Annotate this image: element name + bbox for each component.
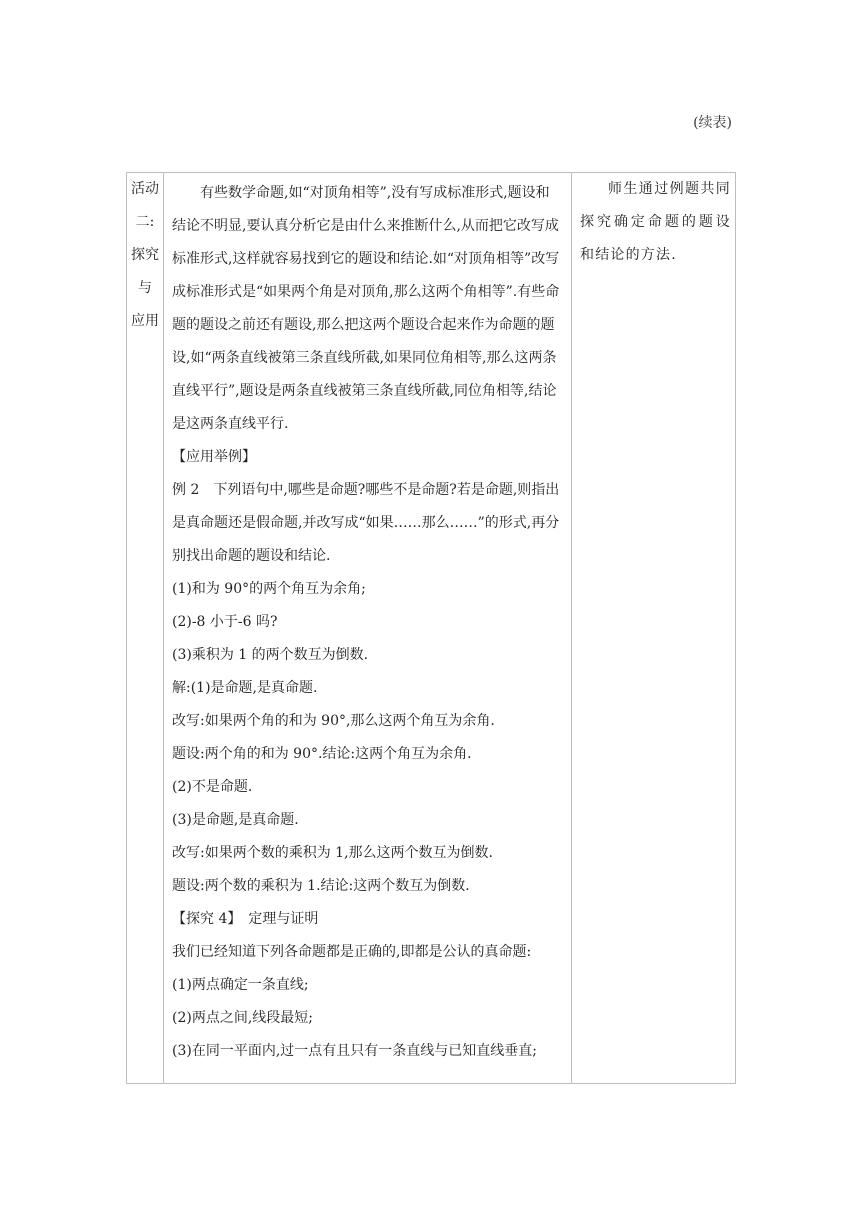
- solution-line: 改写:如果两个数的乘积为 1,那么这两个数互为倒数.: [172, 845, 493, 861]
- table-row: [127, 173, 736, 1084]
- solution-line: 题设:两个数的乘积为 1.结论:这两个数互为倒数.: [172, 878, 470, 894]
- explore-intro: 我们已经知道下列各命题都是正确的,即都是公认的真命题:: [172, 944, 532, 960]
- intro-paragraph: 有些数学命题,如“对顶角相等”,没有写成标准形式,题设和结论不明显,要认真分析它是由什么来推断什么,从而把它改写成标准形式,这样就容易找到它的题设和结论.如“对顶角相等”改写成标准形式是“如果两个角是对顶角,那么这两个角相等”.有些命题的题设之前还有题设,那么把这两个题设合起来作为命题的题设,如“两条直线被第三条直线所截,如果同位角相等,那么这两条直线平行”,题设是两条直线被第三条直线所截,同位角相等,结论是这两条直线平行.: [172, 185, 560, 432]
- stage-line: 与: [138, 280, 152, 296]
- content-cell: [164, 173, 572, 1084]
- solution-line: 改写:如果两个角的和为 90°,那么这两个角互为余角.: [172, 713, 495, 729]
- solution-line: 解:(1)是命题,是真命题.: [172, 680, 318, 696]
- axiom-item: (3)在同一平面内,过一点有且只有一条直线与已知直线垂直;: [172, 1043, 537, 1059]
- note-cell: [572, 173, 736, 1084]
- section-heading-explore-4: 【探究 4】 定理与证明: [172, 911, 319, 927]
- example-item: (1)和为 90°的两个角互为余角;: [172, 581, 366, 597]
- solution-line: 题设:两个角的和为 90°.结论:这两个角互为余角.: [172, 746, 472, 762]
- solution-line: (3)是命题,是真命题.: [172, 812, 299, 828]
- stage-line: 探究: [131, 247, 159, 263]
- stage-cell: [127, 173, 164, 1084]
- continued-label: (续表): [693, 115, 732, 131]
- stage-line: 活动: [131, 181, 159, 197]
- axiom-item: (2)两点之间,线段最短;: [172, 1010, 313, 1026]
- stage-label: [127, 173, 163, 338]
- example-item: (2)-8 小于-6 吗?: [172, 614, 278, 630]
- axiom-item: (1)两点确定一条直线;: [172, 977, 309, 993]
- solution-line: (2)不是命题.: [172, 779, 253, 795]
- section-heading-application: 【应用举例】: [172, 449, 256, 465]
- lesson-content: [164, 173, 571, 1068]
- lesson-table: [126, 172, 736, 1084]
- teacher-student-note: 师生通过例题共同探究确定命题的题设和结论的方法.: [580, 181, 731, 263]
- stage-line: 应用: [131, 313, 159, 329]
- stage-line: 二:: [135, 214, 155, 230]
- example-2-prompt: 例 2 下列语句中,哪些是命题?哪些不是命题?若是命题,则指出是真命题还是假命题,并改写成“如果……那么……”的形式,再分别找出命题的题设和结论.: [172, 482, 560, 564]
- example-item: (3)乘积为 1 的两个数互为倒数.: [172, 647, 369, 663]
